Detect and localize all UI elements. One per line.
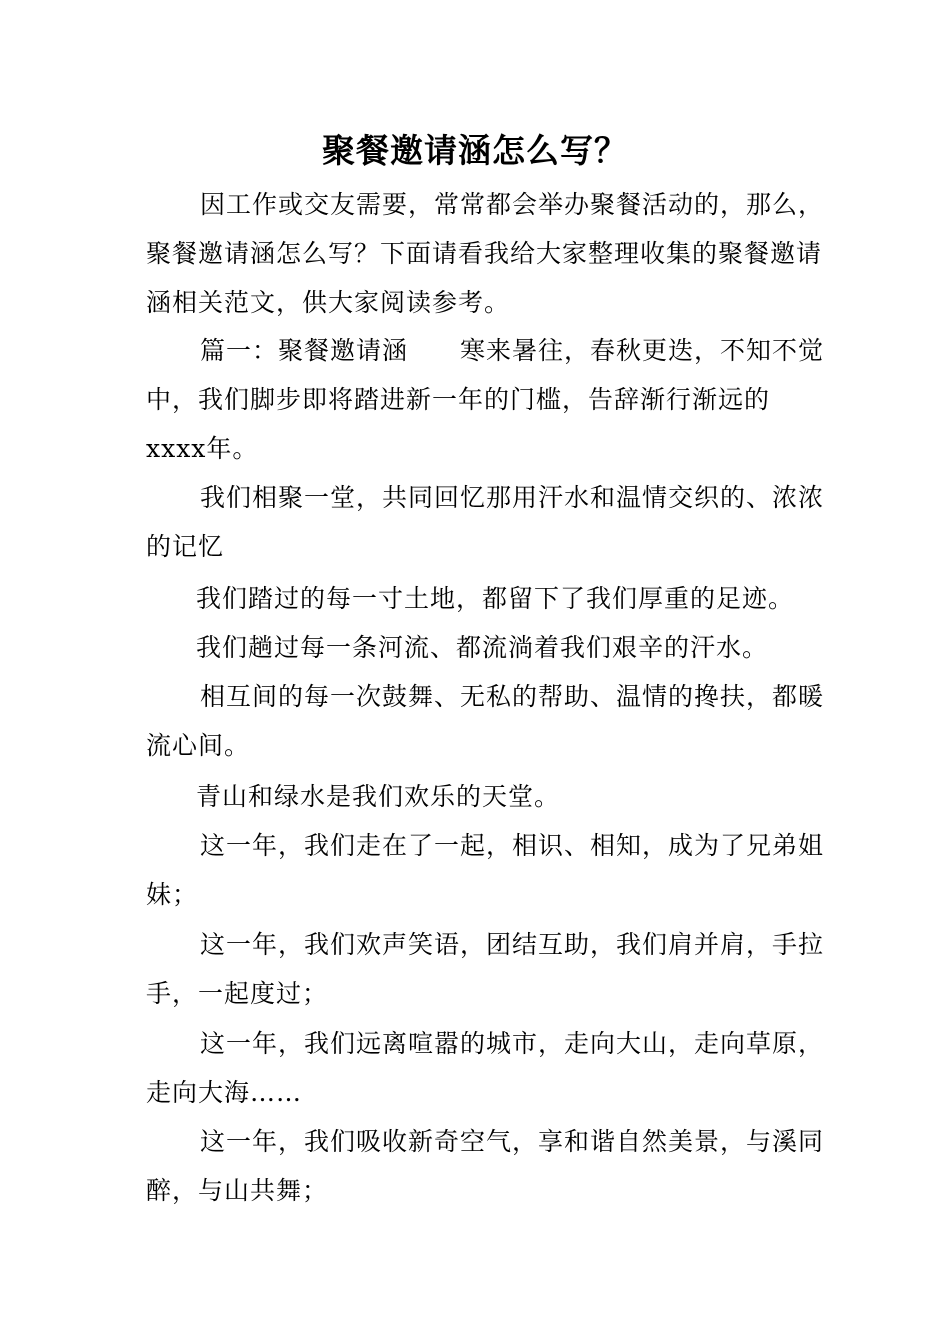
paragraph-memories: 我们相聚一堂，共同回忆那用汗水和温情交织的、浓浓的记忆	[146, 483, 825, 561]
paragraph-intro: 因工作或交友需要，常常都会举办聚餐活动的，那么，聚餐邀请涵怎么写？下面请看我给大家整理收集的聚餐邀请涵相关范文，供大家阅读参考。	[146, 190, 825, 317]
document-title: 聚餐邀请涵怎么写？	[322, 131, 628, 170]
paragraph-rivers: 我们趟过每一条河流、都流淌着我们艰辛的汗水。	[196, 633, 769, 662]
paragraph-mountains: 青山和绿水是我们欢乐的天堂。	[196, 782, 561, 811]
paragraph-together: 这一年，我们走在了一起，相识、相知，成为了兄弟姐妹；	[146, 831, 825, 909]
paragraph-encouragement: 相互间的每一次鼓舞、无私的帮助、温情的搀扶，都暖流心间。	[146, 682, 825, 760]
paragraph-footprints: 我们踏过的每一寸土地，都留下了我们厚重的足迹。	[196, 584, 795, 613]
paragraph-laughter: 这一年，我们欢声笑语，团结互助，我们肩并肩，手拉手，一起度过；	[146, 930, 825, 1008]
paragraph-nature: 这一年，我们远离喧嚣的城市，走向大山，走向草原，走向大海……	[146, 1029, 825, 1107]
paragraph-scenery: 这一年，我们吸收新奇空气，享和谐自然美景，与溪同醉，与山共舞；	[146, 1127, 825, 1205]
paragraph-section-one: 篇一：聚餐邀请涵 寒来暑往，春秋更迭，不知不觉中，我们脚步即将踏进新一年的门槛，告辞渐行渐远的xxxx年。	[146, 336, 825, 463]
